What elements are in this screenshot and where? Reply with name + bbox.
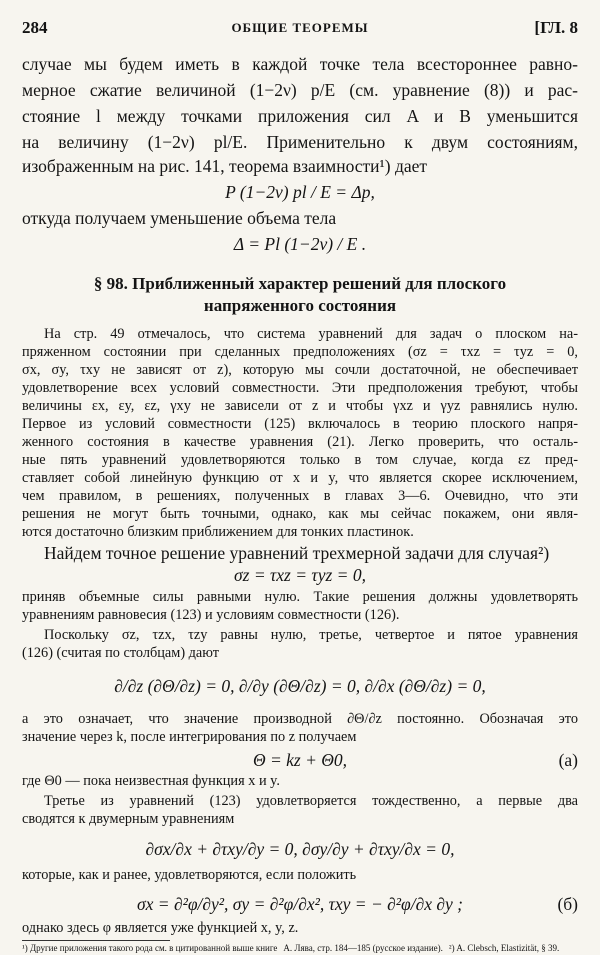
text-line: стояние l между точками приложения сил A и B уменьшится <box>22 106 578 126</box>
text-line: Поскольку σz, τzx, τzy равны нулю, третье, четвертое и пятое уравнения <box>44 627 578 643</box>
text-line: Третье из уравнений (123) удовлетворяется тождественно, а первые два <box>44 793 578 809</box>
text-line: уравнениям равновесия (123) и условиям совместности (126). <box>22 607 400 623</box>
equation-body: Θ = kz + Θ0, <box>252 750 348 770</box>
text-line: где Θ0 — пока неизвестная функция x и y. <box>22 773 280 789</box>
text-line: изображенным на рис. 141, теорема взаимности¹) дает <box>22 156 428 176</box>
text-line: ные пять уравнений удовлетворяются только в том случае, когда εz пред- <box>22 452 578 468</box>
equation: ∂σx/∂x + ∂τxy/∂y = 0, ∂σy/∂y + ∂τxy/∂x = 0, <box>145 839 455 859</box>
equation: σz = τxz = τyz = 0, <box>234 565 366 585</box>
text-line: однако здесь φ является уже функцией x, y, z. <box>22 920 299 936</box>
text-line: решения не могут быть точными, однако, как мы сейчас покажем, они явля- <box>22 506 578 522</box>
section-title: напряженного состояния <box>203 296 397 315</box>
equation-tag: (б) <box>557 894 578 914</box>
text-line: Найдем точное решение уравнений трехмерной задачи для случая²) <box>44 543 550 563</box>
text-line: величины εx, εy, εz, γxy не зависели от z и чтобы γxz и γyz равнялись нулю. <box>22 398 578 414</box>
equation: ∂/∂z (∂Θ/∂z) = 0, ∂/∂y (∂Θ/∂z) = 0, ∂/∂x (∂Θ/∂z) = 0, <box>114 676 486 696</box>
footnote-rule <box>22 940 170 941</box>
text-line: ставляет собой линейную функцию от x и y, что является скорее исключением, <box>22 470 578 486</box>
text-line: Первое из условий совместности (125) включалось в теорию плоского напря- <box>22 416 578 432</box>
equation-tag: (а) <box>558 750 578 770</box>
text-line: пряженном состоянии при сделанных предположениях (σz = τxz = τyz = 0, <box>22 344 578 360</box>
equation-body: σx = ∂²φ/∂y², σy = ∂²φ/∂x², τxy = − ∂²φ/∂x ∂y ; <box>137 894 463 914</box>
running-title: ОБЩИЕ ТЕОРЕМЫ <box>231 20 369 35</box>
equation: P (1−2ν) pl / E = Δp, <box>225 182 375 202</box>
footnote-2: ²) A. Clebsch, Elastizität, § 39. <box>448 943 560 953</box>
footnote-1: ¹) Другие приложения такого рода см. в цитированной выше книге <box>22 943 278 953</box>
running-header <box>22 18 578 42</box>
equation <box>22 893 578 915</box>
equation <box>22 749 578 771</box>
section-title: § 98. Приближенный характер решений для плоского <box>93 274 507 293</box>
text-line: на величину (1−2ν) pl/E. Применительно к двум состояниям, <box>22 132 578 152</box>
text-line: ются достаточно близким приближением для тонких пластинок. <box>22 524 414 540</box>
text-line: случае мы будем иметь в каждой точке тела всестороннее равно- <box>22 54 578 74</box>
text-line: которые, как и ранее, удовлетворяются, если положить <box>22 867 357 883</box>
text-line: приняв объемные силы равными нулю. Такие решения должны удовлетворять <box>22 589 578 605</box>
text-line: женного состояния в качестве уравнения (21). Легко проверить, что осталь- <box>22 434 578 450</box>
text-line: значение через k, после интегрирования по z получаем <box>22 729 357 745</box>
text-line: сводятся к двумерным уравнениям <box>22 811 235 827</box>
footnote-1-cont: А. Лява, стр. 184—185 (русское издание). <box>283 943 443 953</box>
text-line: чем правилом, в решениях, полученных в главах 3—6. Очевидно, что эти <box>22 488 578 504</box>
text-line: откуда получаем уменьшение объема тела <box>22 208 337 228</box>
page-number: 284 <box>22 18 48 37</box>
equation: Δ = Pl (1−2ν) / E . <box>233 234 367 254</box>
text-line: а это означает, что значение производной ∂Θ/∂z постоянно. Обозначая это <box>22 711 578 727</box>
text-line: σx, σy, τxy не зависят от z), которую мы сочли достаточной, не обеспечивает <box>22 362 578 378</box>
chapter-label: [ГЛ. 8 <box>534 18 578 37</box>
footnotes <box>22 942 578 955</box>
text-line: удовлетворение всех условий совместности. Эти предположения требуют, чтобы <box>22 380 578 396</box>
text-line: мерное сжатие величиной (1−2ν) p/E (см. уравнение (8)) и рас- <box>22 80 578 100</box>
text-line: На стр. 49 отмечалось, что система уравнений для задач о плоском на- <box>44 326 578 342</box>
text-line: (126) (считая по столбцам) дают <box>22 645 220 661</box>
